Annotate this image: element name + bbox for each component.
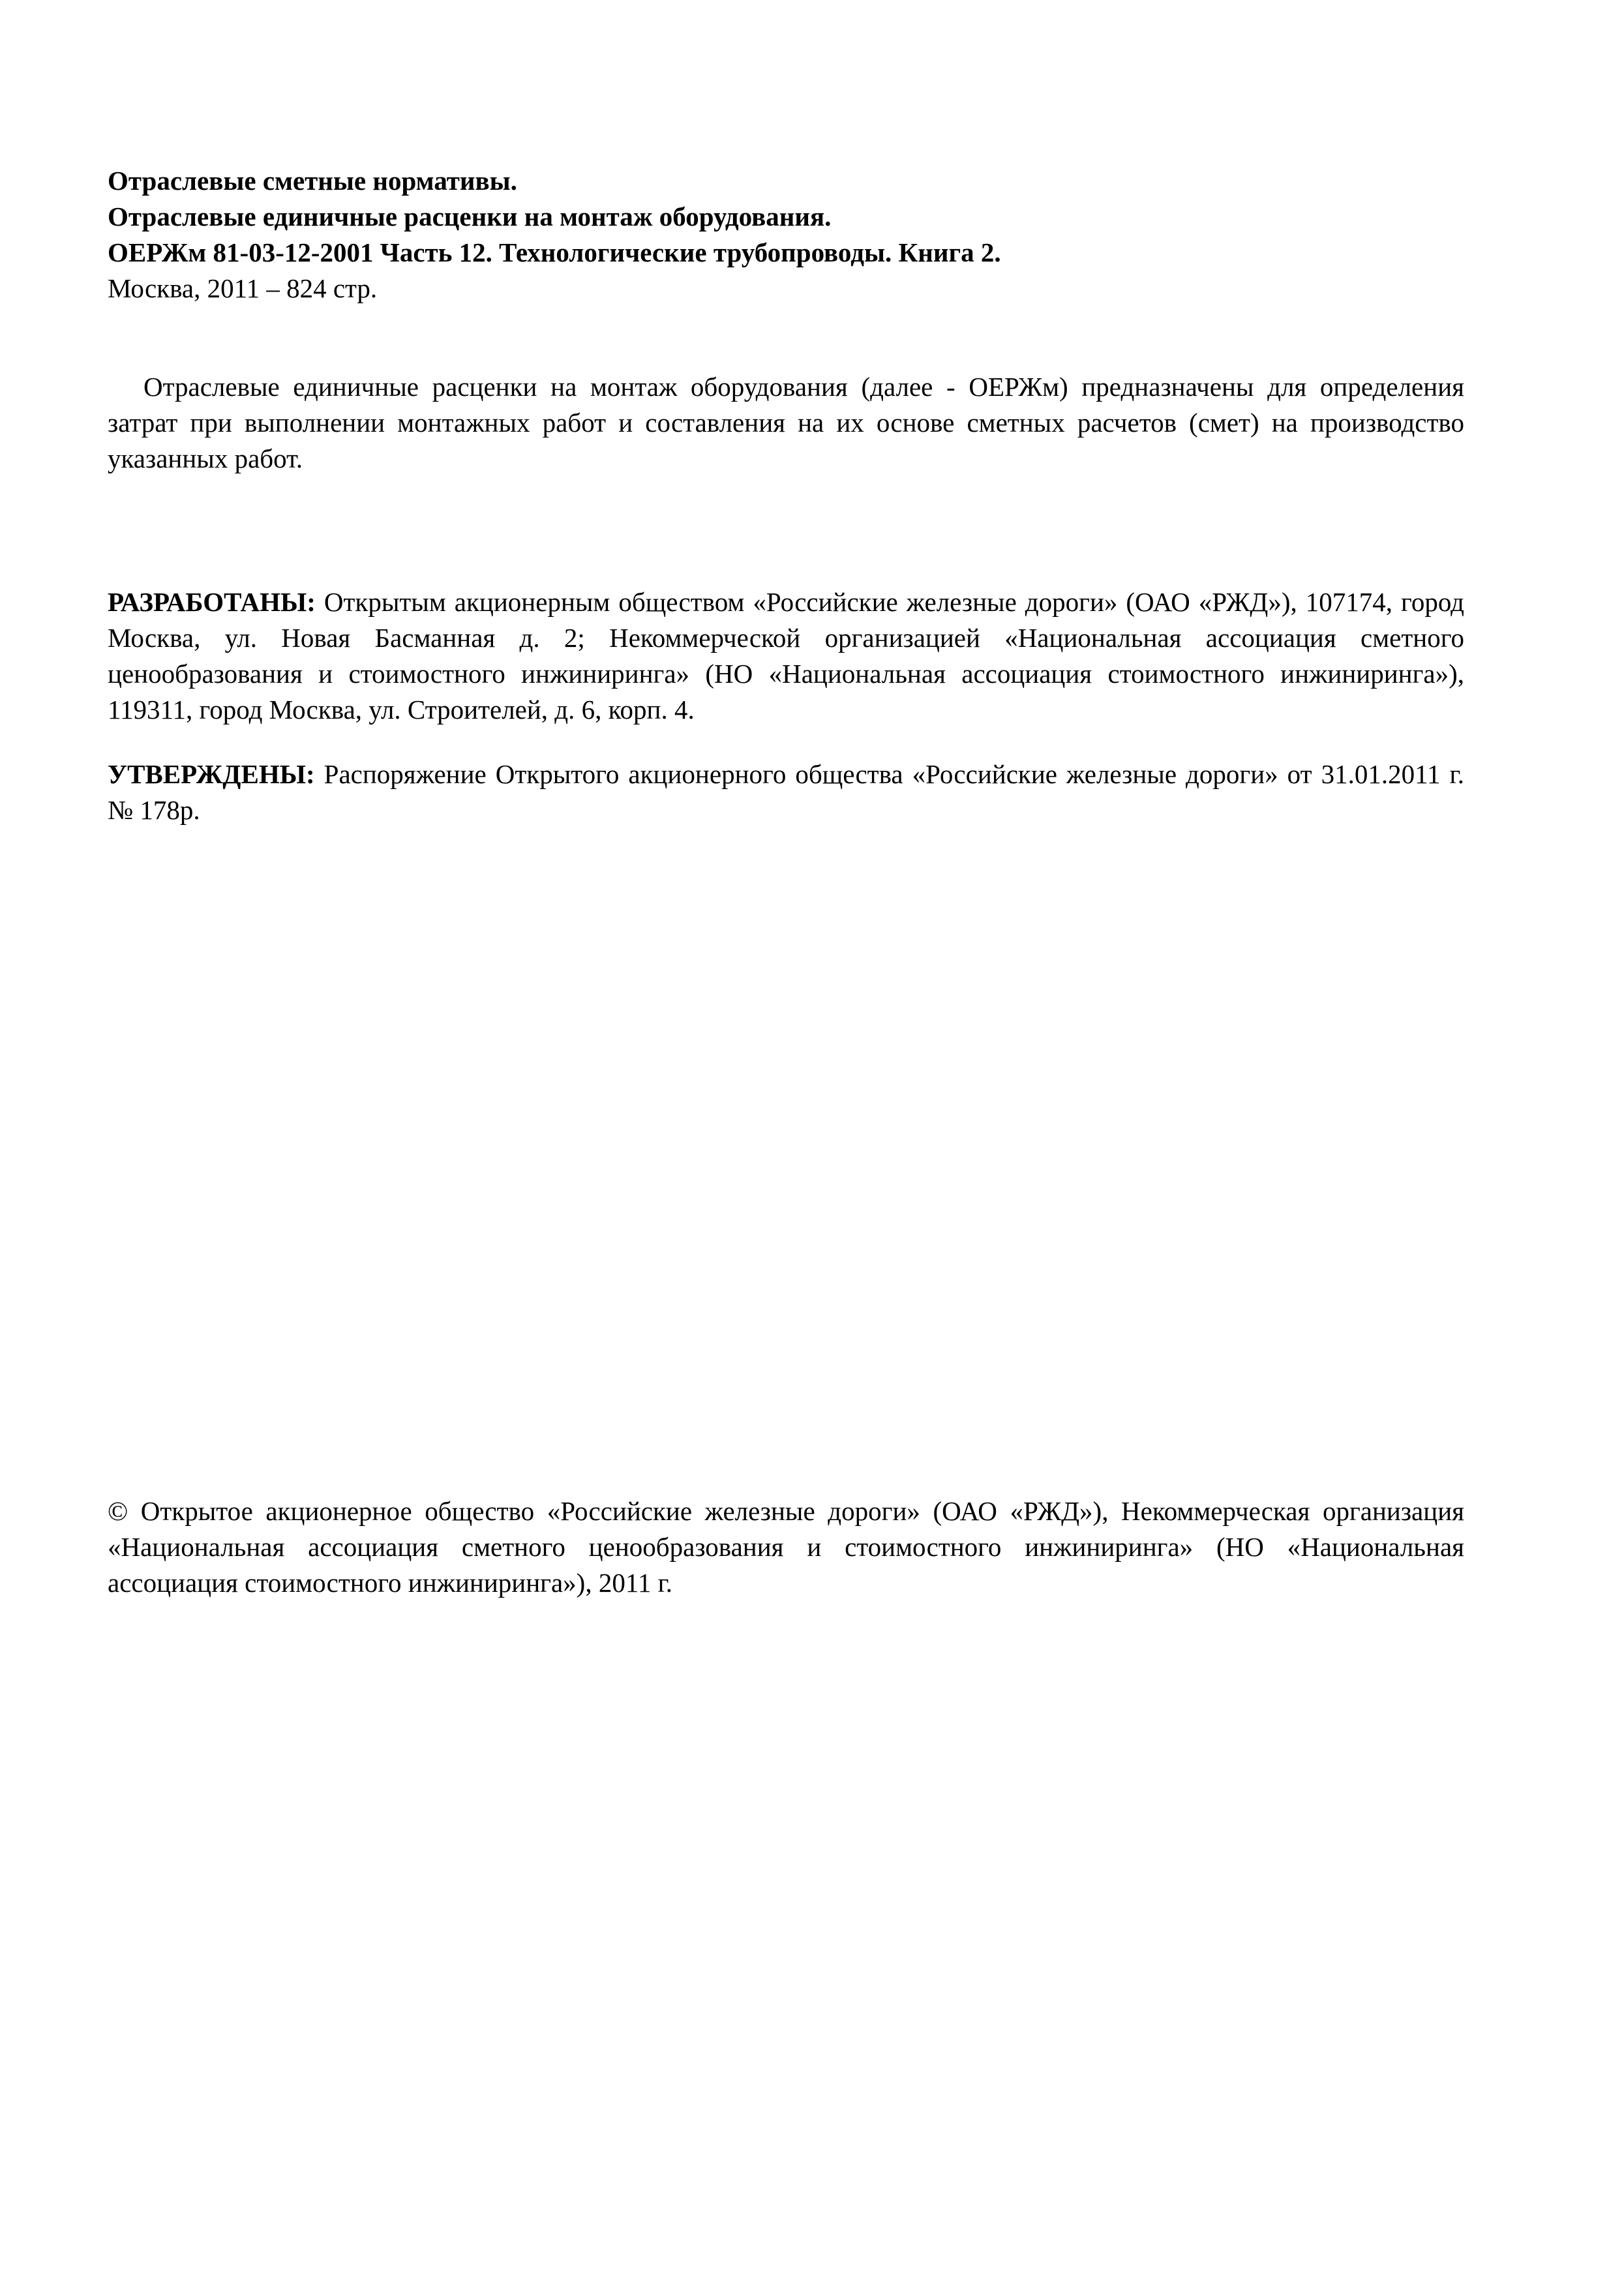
document-header: [108, 163, 1464, 307]
developers-paragraph: [108, 584, 1464, 728]
approved-paragraph: [108, 756, 1464, 828]
approved-label: УТВЕРЖДЕНЫ:: [108, 759, 315, 789]
header-line-1: Отраслевые сметные нормативы.: [108, 166, 517, 196]
developers-text: Открытым акционерным обществом «Российские железные дороги» (ОАО «РЖД»), 107174, город Москва, ул. Новая Басманная д. 2; Некоммерческой организацией «Национальная ассоциация сметного ценообразования и стоимостного инжиниринга» (НО «Национальная ассоциация стоимостного инжиниринга»), 119311, город Москва, ул. Строителей, д. 6, корп. 4.: [108, 587, 1464, 725]
header-line-3: ОЕРЖм 81-03-12-2001 Часть 12. Технологические трубопроводы. Книга 2.: [108, 237, 1001, 267]
developers-label: РАЗРАБОТАНЫ:: [108, 587, 316, 617]
publication-info: Москва, 2011 – 824 стр.: [108, 273, 378, 303]
intro-paragraph: Отраслевые единичные расценки на монтаж оборудования (далее - ОЕРЖм) предназначены для определения затрат при выполнении монтажных работ и составления на их основе сметных расчетов (смет) на производство указанных работ.: [108, 372, 1464, 473]
copyright-paragraph: © Открытое акционерное общество «Российские железные дороги» (ОАО «РЖД»), Некоммерческая организация «Национальная ассоциация сметного ценообразования и стоимостного инжиниринга» (НО «Национальная ассоциация стоимостного инжиниринга»), 2011 г.: [108, 1496, 1464, 1598]
approved-text: Распоряжение Открытого акционерного общества «Российские железные дороги» от 31.01.2011 г. № 178р.: [108, 759, 1465, 825]
header-line-2: Отраслевые единичные расценки на монтаж оборудования.: [108, 202, 832, 232]
